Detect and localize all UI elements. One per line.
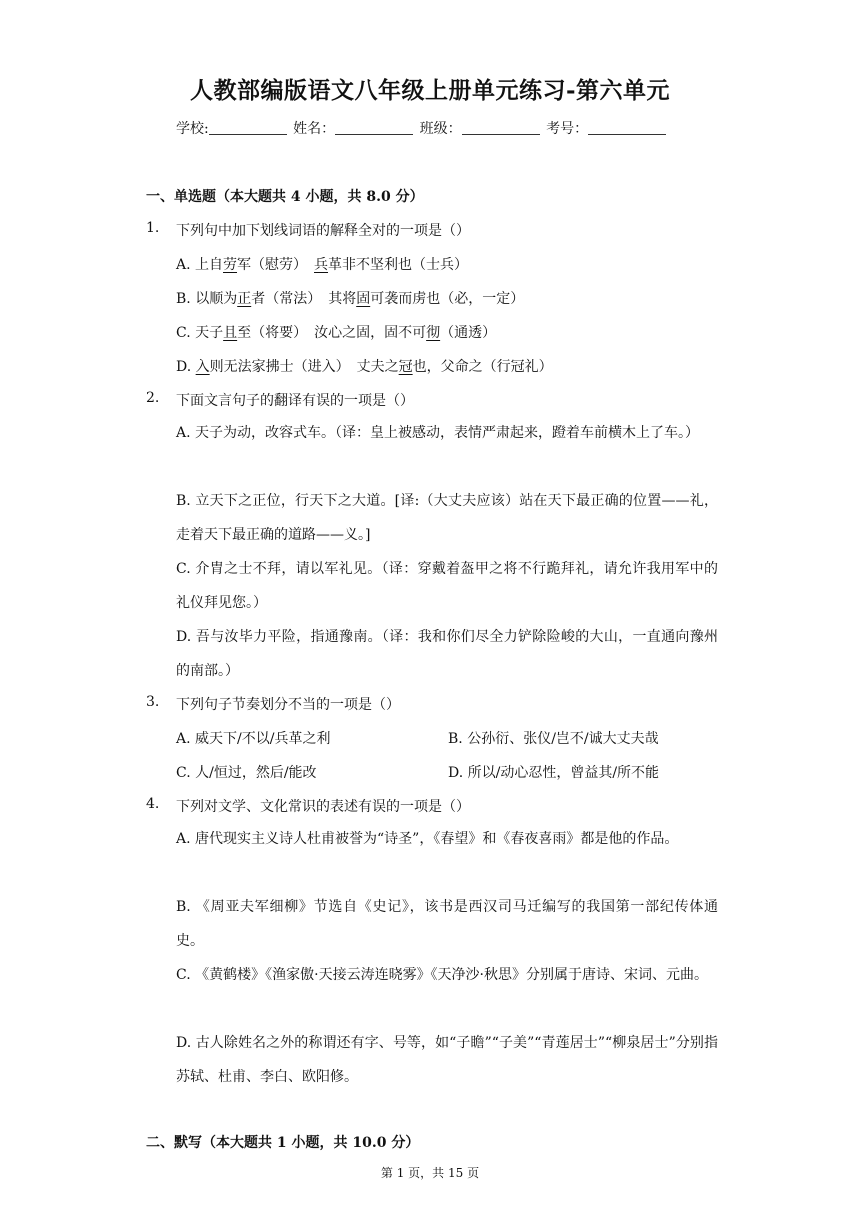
option-d: D. 吾与汝毕力平险，指通豫南。（译：我和你们尽全力铲除险峻的大山，一直通向豫州的南部。） (176, 629, 718, 679)
option-d (176, 356, 553, 376)
option-b: B. 立天下之正位，行天下之大道。[译:（大丈夫应该）站在天下最正确的位置——礼，走着天下最正确的道路——义。] (176, 493, 718, 543)
name-label: 姓名： (293, 121, 336, 137)
exam-no-label: 考号： (546, 121, 589, 137)
section-heading-dictation: 二、默写（本大题共 1 小题，共 10.0 分） (146, 1135, 420, 1151)
underlined-word: 固 (356, 291, 371, 307)
option-text: 革非不坚利也（士兵） (328, 257, 469, 273)
underlined-word: 且 (223, 325, 238, 341)
question-stem: 下列对文学、文化常识的表述有误的一项是（） (176, 799, 470, 815)
option-c (176, 322, 496, 342)
option-c: C. 介胄之士不拜，请以军礼见。（译：穿戴着盔甲之将不行跪拜礼，请允许我用军中的礼仪拜见您。） (176, 561, 718, 611)
option-b (176, 288, 524, 308)
underlined-word: 冠 (398, 359, 413, 375)
question-number: 2. (146, 390, 160, 406)
option-text: B. 以顺为 (176, 291, 238, 307)
option-text: 至（将要） 汝心之固，固不可 (237, 325, 427, 341)
option-text: A. 上自 (176, 257, 224, 273)
exam-no-blank (588, 120, 666, 135)
option-b: B. 公孙衍、张仪/岂不/诚大丈夫哉 (448, 731, 659, 747)
option-a: A. 天子为动，改容式车。（译：皇上被感动，表情严肃起来，蹬着车前横木上了车。） (176, 425, 700, 441)
underlined-word: 正 (237, 291, 252, 307)
name-blank (335, 120, 413, 135)
question-number: 1. (146, 220, 160, 236)
option-b: B. 《周亚夫军细柳》节选自《史记》，该书是西汉司马迁编写的我国第一部纪传体通史。 (176, 899, 718, 949)
question-stem: 下列句中加下划线词语的解释全对的一项是（） (176, 223, 470, 239)
school-blank (209, 120, 287, 135)
question-number: 3. (146, 694, 160, 710)
page-footer: 第 1 页，共 15 页 (380, 1166, 480, 1180)
underlined-word: 彻 (426, 325, 441, 341)
option-a: A. 威天下/不以/兵革之利 (176, 731, 331, 747)
option-d: D. 所以/动心忍性，曾益其/所不能 (448, 765, 660, 781)
student-info-line (176, 118, 668, 138)
option-text: 可袭而虏也（必，一定） (370, 291, 525, 307)
option-text: 则无法家拂士（进入） 丈夫之 (209, 359, 399, 375)
option-text: D. (176, 359, 196, 375)
option-a: A. 唐代现实主义诗人杜甫被誉为“诗圣”，《春望》和《春夜喜雨》都是他的作品。 (176, 831, 679, 847)
option-text: 也，父命之（行冠礼） (412, 359, 553, 375)
underlined-word: 兵 (314, 257, 329, 273)
option-a (176, 254, 468, 274)
section-heading-single-choice: 一、单选题（本大题共 4 小题，共 8.0 分） (146, 189, 424, 205)
option-c: C. 《黄鹤楼》《渔家傲·天接云涛连晓雾》《天净沙·秋思》分别属于唐诗、宋词、元曲。 (176, 967, 709, 983)
question-stem: 下面文言句子的翻译有误的一项是（） (176, 393, 414, 409)
option-text: （通透） (440, 325, 497, 341)
question-number: 4. (146, 796, 160, 812)
page-title: 人教部编版语文八年级上册单元练习-第六单元 (189, 77, 671, 104)
option-text: 军（慰劳） (237, 257, 315, 273)
class-blank (462, 120, 540, 135)
class-label: 班级： (419, 121, 462, 137)
underlined-word: 劳 (223, 257, 238, 273)
option-text: C. 天子 (176, 325, 224, 341)
option-text: 者（常法） 其将 (251, 291, 357, 307)
option-d: D. 古人除姓名之外的称谓还有字、号等，如“子瞻”“子美”“青莲居士”“柳泉居士”分别指苏轼、杜甫、李白、欧阳修。 (176, 1035, 718, 1085)
question-stem: 下列句子节奏划分不当的一项是（） (176, 697, 400, 713)
option-c: C. 人/恒过，然后/能改 (176, 765, 317, 781)
school-label: 学校: (176, 121, 209, 137)
underlined-word: 入 (195, 359, 210, 375)
